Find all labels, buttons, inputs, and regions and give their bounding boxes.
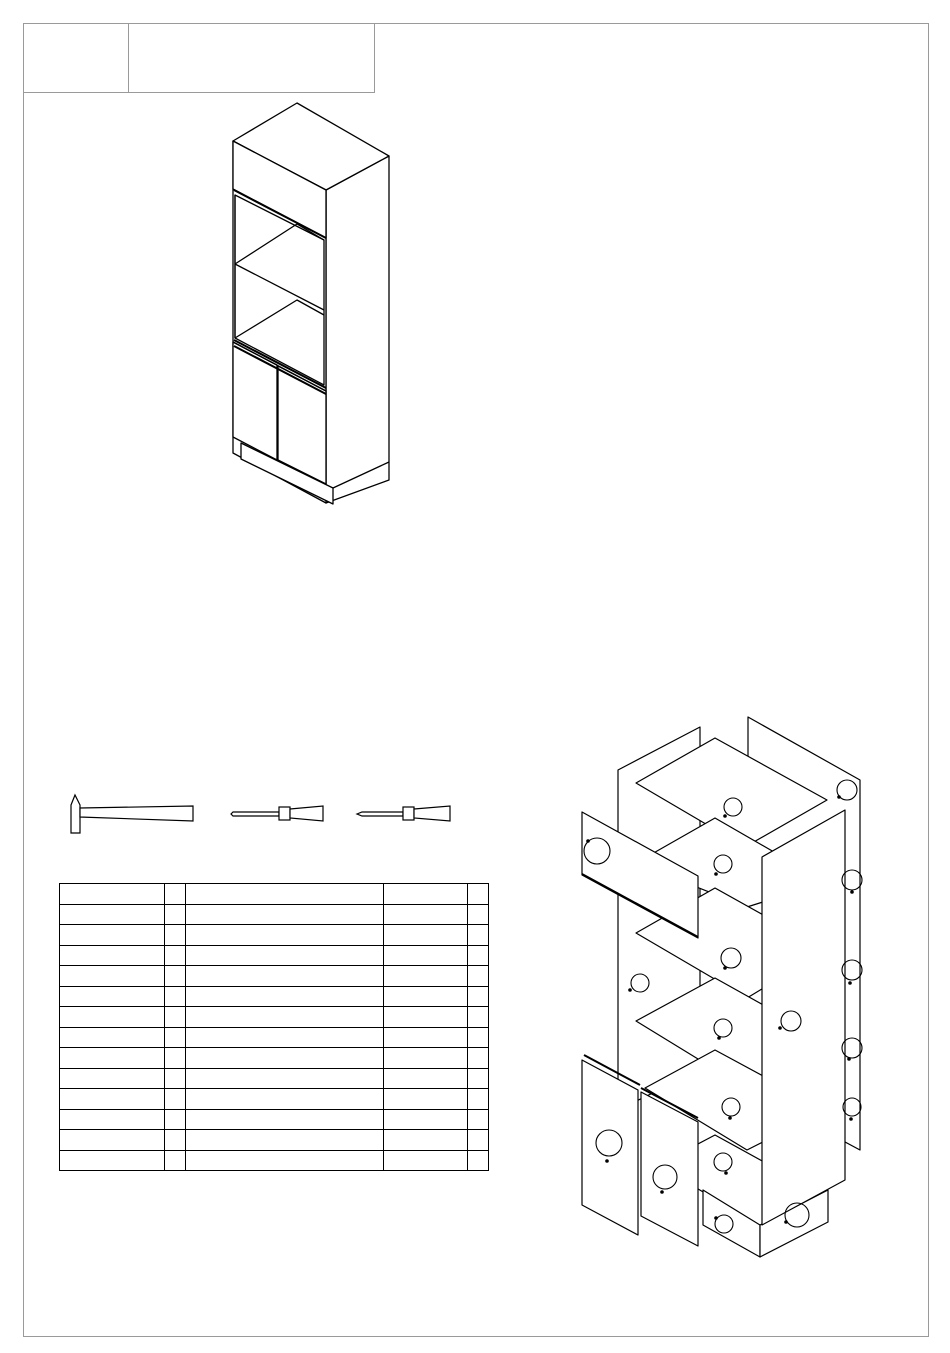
table-cell — [384, 945, 468, 966]
table-row — [60, 884, 489, 905]
table-cell — [164, 1150, 185, 1171]
table-cell — [384, 966, 468, 987]
table-row — [60, 1027, 489, 1048]
table-cell — [384, 986, 468, 1007]
table-cell — [60, 1048, 165, 1069]
table-cell — [468, 1007, 489, 1028]
table-cell — [185, 904, 384, 925]
table-cell — [164, 1068, 185, 1089]
table-cell — [60, 925, 165, 946]
tools-row — [60, 790, 460, 840]
table-cell — [468, 966, 489, 987]
table-cell — [468, 1109, 489, 1130]
assembled-cabinet-drawing — [225, 100, 395, 510]
table-cell — [185, 884, 384, 905]
table-cell — [60, 904, 165, 925]
table-cell — [60, 1109, 165, 1130]
table-cell — [164, 884, 185, 905]
table-cell — [60, 986, 165, 1007]
exploded-cabinet-drawing — [575, 712, 870, 1262]
table-cell — [185, 1150, 384, 1171]
table-cell — [60, 945, 165, 966]
table-cell — [60, 1130, 165, 1151]
title-block-code — [23, 23, 129, 92]
table-row — [60, 945, 489, 966]
table-row — [60, 1109, 489, 1130]
table-cell — [164, 1109, 185, 1130]
table-cell — [185, 1089, 384, 1110]
table-cell — [468, 1027, 489, 1048]
table-row — [60, 1007, 489, 1028]
table-cell — [185, 966, 384, 987]
parts-table — [59, 883, 489, 1171]
table-cell — [164, 1048, 185, 1069]
table-row — [60, 1048, 489, 1069]
table-cell — [384, 1027, 468, 1048]
table-cell — [185, 1109, 384, 1130]
table-cell — [164, 904, 185, 925]
table-cell — [384, 1150, 468, 1171]
table-cell — [384, 925, 468, 946]
table-row — [60, 1130, 489, 1151]
flat-screwdriver-icon — [231, 806, 323, 821]
table-cell — [60, 1150, 165, 1171]
table-cell — [185, 925, 384, 946]
title-block — [23, 23, 375, 93]
hammer-icon — [71, 795, 193, 833]
table-cell — [384, 1130, 468, 1151]
table-cell — [164, 966, 185, 987]
title-block-name — [129, 23, 374, 92]
table-cell — [60, 1068, 165, 1089]
table-cell — [60, 1007, 165, 1028]
table-cell — [164, 925, 185, 946]
table-cell — [468, 986, 489, 1007]
table-cell — [164, 986, 185, 1007]
table-cell — [164, 1007, 185, 1028]
table-cell — [384, 1068, 468, 1089]
right-side-panel — [762, 810, 845, 1225]
table-cell — [60, 884, 165, 905]
table-cell — [185, 1130, 384, 1151]
table-cell — [164, 1089, 185, 1110]
table-cell — [468, 1150, 489, 1171]
table-cell — [185, 945, 384, 966]
table-cell — [185, 1027, 384, 1048]
table-cell — [185, 986, 384, 1007]
table-cell — [60, 966, 165, 987]
table-cell — [384, 904, 468, 925]
door-left — [582, 1060, 638, 1235]
table-row — [60, 1150, 489, 1171]
table-cell — [468, 925, 489, 946]
table-cell — [185, 1068, 384, 1089]
table-cell — [468, 1089, 489, 1110]
table-cell — [384, 1089, 468, 1110]
table-cell — [468, 1130, 489, 1151]
table-row — [60, 966, 489, 987]
table-row — [60, 925, 489, 946]
table-cell — [468, 1068, 489, 1089]
table-cell — [384, 1109, 468, 1130]
table-cell — [468, 1048, 489, 1069]
table-cell — [384, 1007, 468, 1028]
table-cell — [468, 945, 489, 966]
table-cell — [468, 884, 489, 905]
table-cell — [164, 945, 185, 966]
table-cell — [384, 1048, 468, 1069]
table-cell — [164, 1027, 185, 1048]
phillips-screwdriver-icon — [357, 806, 450, 821]
table-cell — [384, 884, 468, 905]
table-cell — [185, 1007, 384, 1028]
table-row — [60, 904, 489, 925]
table-row — [60, 1068, 489, 1089]
table-cell — [468, 904, 489, 925]
table-cell — [164, 1130, 185, 1151]
table-cell — [60, 1089, 165, 1110]
table-cell — [60, 1027, 165, 1048]
table-row — [60, 1089, 489, 1110]
table-cell — [185, 1048, 384, 1069]
table-row — [60, 986, 489, 1007]
